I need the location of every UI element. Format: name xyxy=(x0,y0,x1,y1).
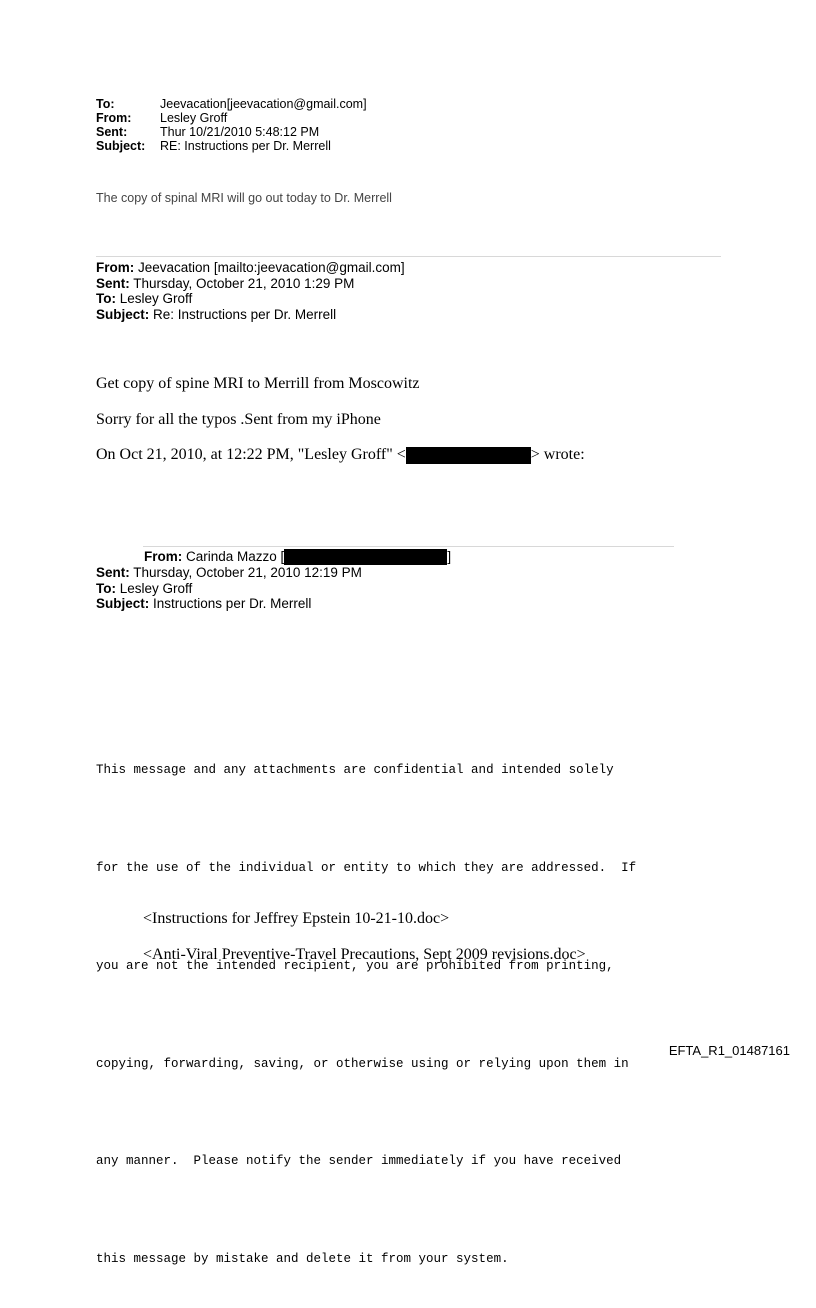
fwd1-from-value: Jeevacation [mailto:jeevacation@gmail.com] xyxy=(138,260,405,275)
disclaimer-line: copying, forwarding, saving, or otherwise using or relying upon them in xyxy=(96,1056,629,1071)
email-header xyxy=(96,97,367,153)
disclaimer-line: this message by mistake and delete it from your system. xyxy=(96,1252,509,1267)
fwd1-to-row xyxy=(96,291,405,307)
fwd1-sent-label: Sent: xyxy=(96,275,130,291)
quote-attribution-prefix: On Oct 21, 2010, at 12:22 PM, "Lesley Groff" < xyxy=(96,446,406,463)
separator-line xyxy=(143,546,674,547)
disclaimer-line: any manner. Please notify the sender immediately if you have received xyxy=(96,1154,622,1169)
fwd1-sent-value: Thursday, October 21, 2010 1:29 PM xyxy=(133,275,355,291)
attachment-item: <Instructions for Jeffrey Epstein 10-21-10.doc> xyxy=(143,910,450,927)
header-from-row xyxy=(96,111,367,125)
fwd2-from-close: ] xyxy=(447,549,452,564)
from-value: Lesley Groff xyxy=(160,111,228,125)
fwd1-subject-value: Re: Instructions per Dr. Merrell xyxy=(153,306,337,322)
fwd2-subject-value: Instructions per Dr. Merrell xyxy=(153,596,312,612)
fwd2-from-value: Carinda Mazzo [ xyxy=(186,549,285,564)
quote-attribution-suffix: > wrote: xyxy=(530,446,585,463)
fwd2-sent-row xyxy=(96,565,451,581)
sent-value: Thur 10/21/2010 5:48:12 PM xyxy=(160,125,320,139)
forwarded-header-1 xyxy=(96,260,405,322)
fwd2-to-label: To: xyxy=(96,580,116,596)
fwd2-sent-label: Sent: xyxy=(96,565,130,581)
to-value: Jeevacation[jeevacation@gmail.com] xyxy=(160,97,367,111)
attachment-item: <Anti-Viral Preventive-Travel Precautions, Sept 2009 revisions.doc> xyxy=(143,946,586,963)
fwd2-from-label: From: xyxy=(144,549,183,564)
fwd1-body-line3 xyxy=(96,446,585,464)
header-subject-row xyxy=(96,139,367,153)
header-sent-row xyxy=(96,125,367,139)
fwd2-sent-value: Thursday, October 21, 2010 12:19 PM xyxy=(133,565,362,581)
fwd1-sent-row xyxy=(96,276,405,292)
fwd1-body-line1: Get copy of spine MRI to Merrill from Moscowitz xyxy=(96,375,420,392)
fwd2-from-row xyxy=(96,549,451,565)
reply-body: The copy of spinal MRI will go out today to Dr. Merrell xyxy=(96,191,392,205)
subject-value: RE: Instructions per Dr. Merrell xyxy=(160,139,331,153)
fwd1-body-line2: Sorry for all the typos .Sent from my iPhone xyxy=(96,411,381,428)
disclaimer-line: you are not the intended recipient, you are prohibited from printing, xyxy=(96,958,614,973)
fwd2-to-value: Lesley Groff xyxy=(119,580,193,596)
fwd1-to-value: Lesley Groff xyxy=(119,291,193,306)
redaction-block xyxy=(284,549,447,565)
fwd1-subject-label: Subject: xyxy=(96,306,150,322)
redaction-block xyxy=(406,447,531,464)
disclaimer-line: This message and any attachments are confidential and intended solely xyxy=(96,763,614,778)
subject-label: Subject: xyxy=(96,139,146,153)
fwd2-subject-row xyxy=(96,596,451,612)
fwd1-from-row xyxy=(96,260,405,276)
disclaimer-line: for the use of the individual or entity to which they are addressed. If xyxy=(96,860,637,875)
fwd1-from-label: From: xyxy=(96,260,135,275)
to-label: To: xyxy=(96,97,115,111)
document-id-footer: EFTA_R1_01487161 xyxy=(668,1043,790,1058)
confidentiality-disclaimer xyxy=(96,689,636,1308)
fwd1-to-label: To: xyxy=(96,291,116,306)
sent-label: Sent: xyxy=(96,125,128,139)
fwd2-to-row xyxy=(96,581,451,597)
fwd2-subject-label: Subject: xyxy=(96,596,150,612)
from-label: From: xyxy=(96,111,132,125)
header-to-row xyxy=(96,97,367,111)
forwarded-header-2 xyxy=(96,549,451,612)
separator-line xyxy=(96,256,721,257)
fwd1-subject-row xyxy=(96,307,405,323)
